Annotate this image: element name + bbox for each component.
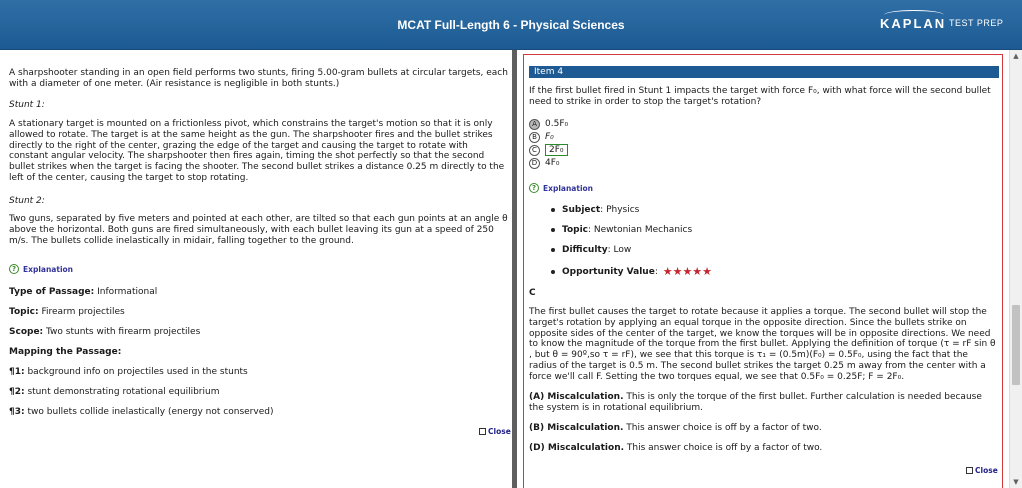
type-label: Type of Passage:: [9, 287, 95, 297]
miscalc-d-text: This answer choice is off by a factor of two.: [626, 443, 823, 453]
bullet-icon: [551, 228, 555, 232]
subject-item: Subject : Physics: [551, 205, 639, 215]
scroll-down-icon[interactable]: ▼: [1013, 478, 1019, 486]
help-icon: ?: [529, 183, 539, 193]
difficulty-item: Difficulty : Low: [551, 245, 631, 255]
question-explanation-header: [529, 183, 593, 193]
close-checkbox-icon[interactable]: [479, 428, 486, 435]
p3-value: two bullets collide inelastically (energy not conserved): [27, 407, 274, 417]
logo-subtitle: TEST PREP: [949, 18, 1004, 28]
item-header: Item 4: [529, 66, 999, 78]
scope-value: Two stunts with firearm projectiles: [46, 327, 201, 337]
choice-d-radio[interactable]: D: [529, 158, 540, 169]
stunt2-label: Stunt 2:: [9, 196, 45, 206]
choice-c-radio[interactable]: C: [529, 145, 540, 156]
topic-label: Topic: [562, 225, 588, 235]
star-rating-icon: ★★★★★: [662, 265, 713, 278]
stunt1-text: A stationary target is mounted on a frictionless pivot, which constrains the target's motion so that it is only allowed to rotate. The target is at the same height as the gun. The sharpshooter fires and the bullet strikes directly to the right of the center, grazing the edge of the target and causing the target to rotate with constant angular velocity. The sharpshooter then fires again, timing the shot perfectly so that the second bullet strikes when the target is facing the shooter. The second bullet strikes a distance 0.25 m directly to the left of the center, causing the target to stop rotating.: [9, 119, 505, 183]
choice-d[interactable]: [529, 157, 560, 169]
stunt2-text: Two guns, separated by five meters and pointed at each other, are tilted so that each gun points at an angle θ above the horizontal. Both guns are fired simultaneously, with each bullet leaving its gun at a speed of 250 m/s. The bullets collide inelastically in midair, falling together to the ground.: [9, 214, 508, 246]
miscalc-b: [529, 423, 997, 434]
choice-a-radio[interactable]: A: [529, 119, 540, 130]
p1-value: background info on projectiles used in the stunts: [27, 367, 248, 377]
difficulty-label: Difficulty: [562, 245, 608, 255]
miscalc-b-text: This answer choice is off by a factor of two.: [626, 423, 822, 433]
help-icon: ?: [9, 264, 19, 274]
miscalc-d: [529, 443, 997, 454]
bullet-icon: [551, 208, 555, 212]
vertical-scrollbar[interactable]: [1009, 50, 1022, 488]
subject-label: Subject: [562, 205, 601, 215]
scroll-up-icon[interactable]: ▲: [1013, 52, 1019, 60]
topic-row: [9, 307, 125, 317]
choice-c-text[interactable]: 2F₀: [545, 144, 568, 156]
miscalc-a-label: (A) Miscalculation.: [529, 392, 624, 402]
opportunity-item: Opportunity Value : ★★★★★: [551, 265, 712, 278]
topic-value: Newtonian Mechanics: [593, 225, 693, 235]
correct-answer: C: [529, 288, 536, 298]
choice-b-text[interactable]: F₀: [545, 132, 554, 142]
mapping-p1-row: [9, 367, 248, 377]
stunt1-label: Stunt 1:: [9, 100, 45, 110]
choice-d-text[interactable]: 4F₀: [545, 158, 560, 168]
explanation-label: Explanation: [543, 183, 594, 193]
choice-c[interactable]: [529, 144, 568, 156]
p2-value: stunt demonstrating rotational equilibrium: [27, 387, 220, 397]
topic-label: Topic:: [9, 307, 39, 317]
choice-a-text[interactable]: 0.5F₀: [545, 119, 569, 129]
type-value: Informational: [97, 287, 158, 297]
difficulty-value: Low: [613, 245, 632, 255]
question-pane[interactable]: [517, 50, 1005, 488]
logo-brand: KAPLAN: [880, 16, 947, 31]
kaplan-logo: [880, 15, 1005, 33]
mapping-label: Mapping the Passage:: [9, 347, 122, 357]
scroll-thumb[interactable]: [1012, 305, 1020, 385]
scope-label: Scope:: [9, 327, 44, 337]
scope-row: [9, 327, 200, 337]
passage-pane[interactable]: [0, 50, 512, 488]
choice-a[interactable]: [529, 118, 568, 130]
question-close-button[interactable]: [966, 466, 998, 475]
close-label: Close: [488, 427, 511, 436]
topic-value: Firearm projectiles: [41, 307, 125, 317]
passage-intro: A sharpshooter standing in an open field performs two stunts, firing 5.00-gram bullets at circular targets, each with a diameter of one meter. (Air resistance is negligible in both stunts.): [9, 68, 508, 89]
p2-label: ¶2:: [9, 387, 25, 397]
miscalc-d-label: (D) Miscalculation.: [529, 443, 625, 453]
type-of-passage-row: [9, 287, 157, 297]
p1-label: ¶1:: [9, 367, 25, 377]
bullet-icon: [551, 270, 555, 274]
mapping-p3-row: [9, 407, 273, 417]
miscalc-a: [529, 392, 997, 414]
topic-item: Topic : Newtonian Mechanics: [551, 225, 692, 235]
close-label: Close: [975, 466, 998, 475]
close-checkbox-icon[interactable]: [966, 467, 973, 474]
p3-label: ¶3:: [9, 407, 25, 417]
explanation-label: Explanation: [23, 264, 74, 274]
mapping-row: [9, 347, 121, 357]
page-title: MCAT Full-Length 6 - Physical Sciences: [397, 18, 625, 32]
passage-close-button[interactable]: [479, 427, 511, 436]
header-bar: [0, 0, 1022, 50]
explanation-body: The first bullet causes the target to rotate because it applies a torque. The second bullet will stop the target's rotation by applying an equal torque in the opposite direction. Since the bullets strike on opposite sides of the center of the target, we know the torques will be in opposite directions. We need to know the magnitude of the torque from the first bullet. Applying the definition of torque (τ = rF sin θ , but θ = 90º,so τ = rF), we see that this torque is τ₁ = (0.5m)(F₀) = 0.5F₀, using the fact that the radius of the target is 0.5 m. The second bullet strikes the target 0.25 m away from the center with a force we'll call F. Setting the two torques equal, we see that 0.5F₀ = 0.25F; F = 2F₀.: [529, 307, 996, 382]
choice-b-radio[interactable]: B: [529, 132, 540, 143]
bullet-icon: [551, 248, 555, 252]
miscalc-b-label: (B) Miscalculation.: [529, 423, 624, 433]
question-stem: If the first bullet fired in Stunt 1 impacts the target with force F₀, with what force will the second bullet need to strike in order to stop the target's rotation?: [529, 86, 991, 107]
question-frame: [523, 54, 1003, 488]
miscalc-a-text: This is only the torque of the first bullet. Further calculation is needed because the system is in rotational equilibrium.: [529, 392, 982, 413]
choice-b[interactable]: [529, 131, 554, 143]
mapping-p2-row: [9, 387, 219, 397]
opportunity-label: Opportunity Value: [562, 266, 655, 277]
subject-value: Physics: [606, 205, 640, 215]
passage-explanation-header: [9, 264, 73, 274]
